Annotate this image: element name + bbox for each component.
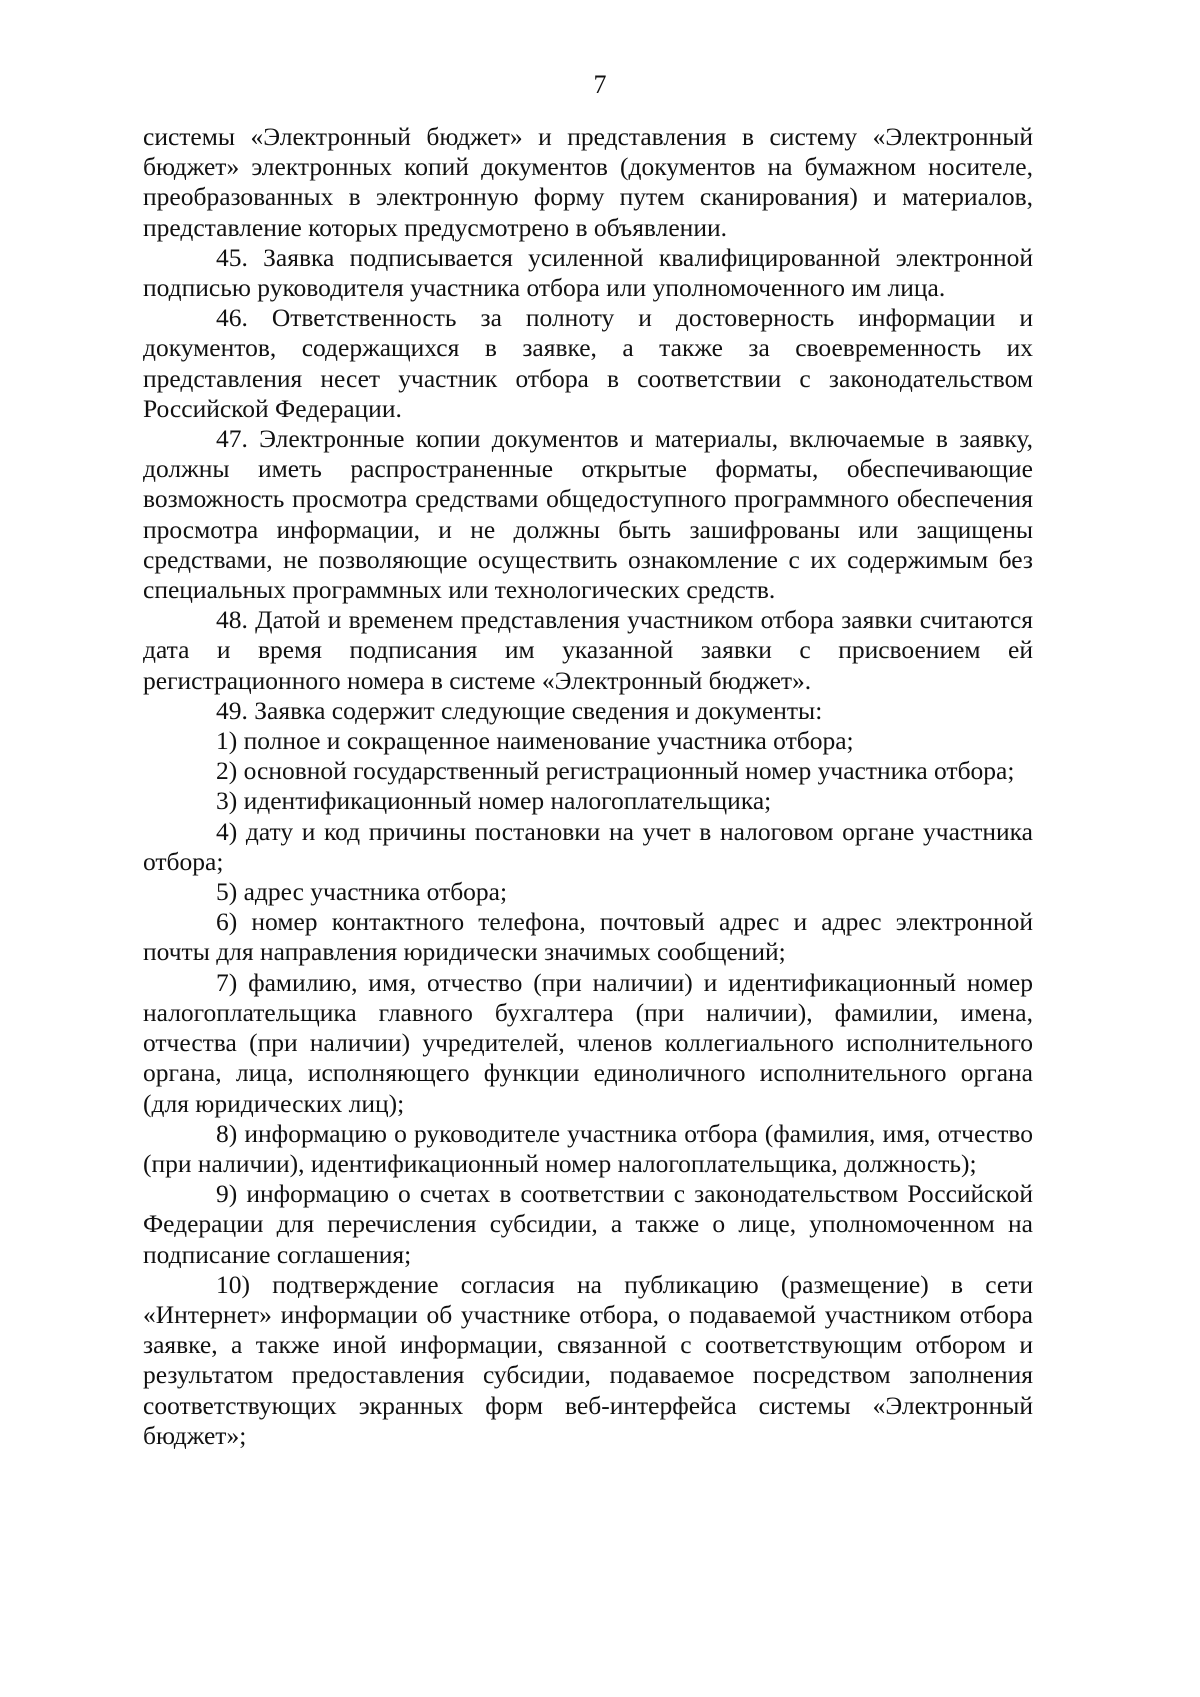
list-item: 6) номер контактного телефона, почтовый адрес и адрес электронной почты для направления юридически значимых сообщений; (143, 907, 1033, 967)
list-item: 7) фамилию, имя, отчество (при наличии) и идентификационный номер налогоплательщика главного бухгалтера (при наличии), фамилии, имена, отчества (при наличии) учредителей, членов коллегиального исполнительного органа, лица, исполняющего функции единоличного исполнительного органа (для юридических лиц); (143, 967, 1033, 1118)
list-item: 2) основной государственный регистрационный номер участника отбора; (216, 756, 1015, 786)
list-item: 8) информацию о руководителе участника отбора (фамилия, имя, отчество (при наличии), идентификационный номер налогоплательщика, должность); (143, 1118, 1033, 1178)
list-item: 5) адрес участника отбора; (216, 877, 508, 907)
document-body (143, 122, 1033, 1451)
paragraph: 47. Электронные копии документов и материалы, включаемые в заявку, должны иметь распространенные открытые форматы, обеспечивающие возможность просмотра средствами общедоступного программного обеспечения просмотра информации, и не должны быть зашифрованы или защищены средствами, не позволяющие осуществить ознакомление с их содержимым без специальных программных или технологических средств. (143, 424, 1033, 605)
paragraph: системы «Электронный бюджет» и представления в систему «Электронный бюджет» электронных копий документов (документов на бумажном носителе, преобразованных в электронную форму путем сканирования) и материалов, представление которых предусмотрено в объявлении. (143, 122, 1033, 242)
list-item: 10) подтверждение согласия на публикацию (размещение) в сети «Интернет» информации об участнике отбора, о подаваемой участником отбора заявке, а также иной информации, связанной с соответствующим отбором и результатом предоставления субсидии, подаваемое посредством заполнения соответствующих экранных форм веб-интерфейса системы «Электронный бюджет»; (143, 1269, 1033, 1450)
list-item: 9) информацию о счетах в соответствии с законодательством Российской Федерации для перечисления субсидии, а также о лице, уполномоченном на подписание соглашения; (143, 1179, 1033, 1269)
paragraph: 48. Датой и временем представления участником отбора заявки считаются дата и время подписания им указанной заявки с присвоением ей регистрационного номера в системе «Электронный бюджет». (143, 605, 1033, 695)
list-item: 1) полное и сокращенное наименование участника отбора; (216, 726, 854, 756)
paragraph: 45. Заявка подписывается усиленной квалифицированной электронной подписью руководителя участника отбора или уполномоченного им лица. (143, 242, 1033, 303)
paragraph: 49. Заявка содержит следующие сведения и документы: (216, 695, 823, 725)
page-number: 7 (593, 70, 607, 99)
list-item: 4) дату и код причины постановки на учет в налоговом органе участника отбора; (143, 816, 1033, 876)
list-item: 3) идентификационный номер налогоплательщика; (216, 786, 772, 816)
paragraph: 46. Ответственность за полноту и достоверность информации и документов, содержащихся в заявке, а также за своевременность их представления несет участник отбора в соответствии с законодательством Российской Федерации. (143, 303, 1033, 423)
